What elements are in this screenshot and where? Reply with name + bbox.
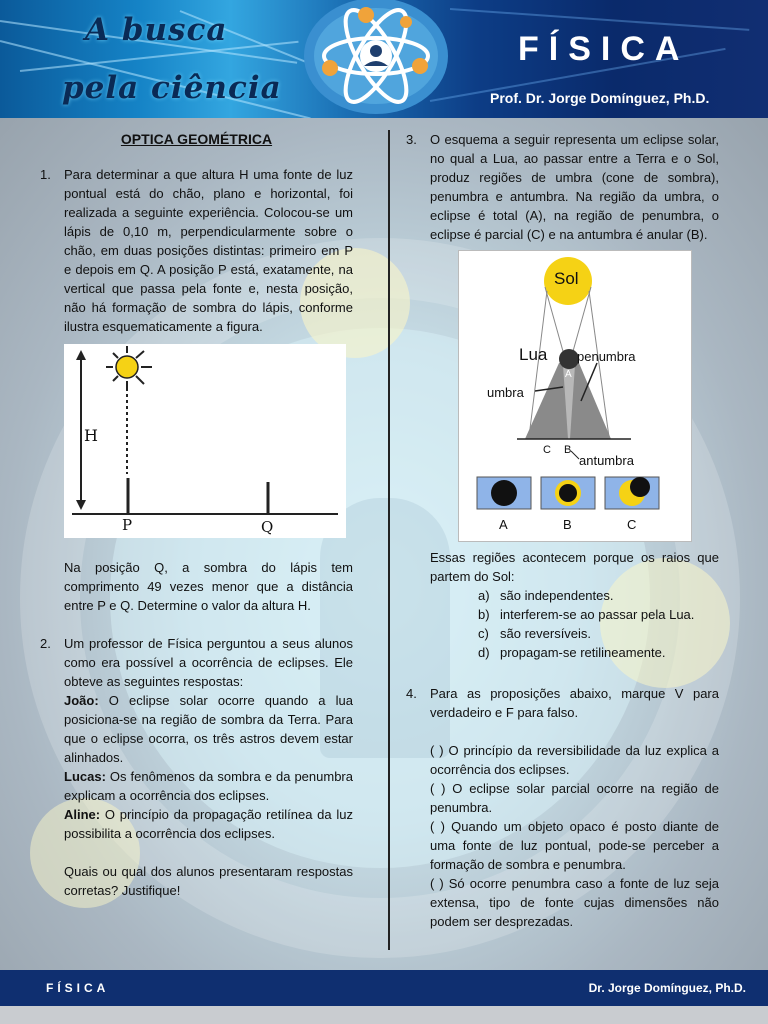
- option-b-text: interferem-se ao passar pela Lua.: [500, 607, 695, 622]
- question-3-followup: Essas regiões acontecem porque os raios que partem do Sol:: [430, 550, 719, 584]
- eclipse-box-a-label: A: [499, 517, 508, 532]
- answer-joao-text: O eclipse solar ocorre quando a lua posiciona-se na região de sombra da Terra. Para que o eclipse ocorra, os três astros devem estar alinhados.: [64, 693, 353, 765]
- answer-joao: [64, 691, 353, 767]
- question-4-number: 4.: [406, 686, 417, 701]
- question-3-number: 3.: [406, 132, 417, 147]
- answer-aline-name: Aline:: [64, 807, 101, 822]
- statement-3: ( ) Quando um objeto opaco é posto diante de uma fonte de luz pontual, pode-se perceber a formação de sombra e penumbra.: [430, 819, 719, 872]
- eclipse-label-sol: Sol: [554, 269, 579, 288]
- question-1-followup: Na posição Q, a sombra do lápis tem comprimento 49 vezes menor que a distância entre P e Q. Determine o valor da altura H.: [64, 560, 353, 613]
- header-script-line1: A busca: [85, 12, 228, 48]
- option-b: [478, 605, 719, 624]
- answer-lucas: [64, 767, 353, 805]
- option-d-letter: d): [478, 645, 490, 660]
- bottom-strip: [0, 1006, 768, 1024]
- eclipse-box-c: [605, 477, 659, 509]
- option-c-letter: c): [478, 626, 489, 641]
- atom-logo-icon: [302, 0, 450, 114]
- statement-4: ( ) Só ocorre penumbra caso a fonte de luz seja extensa, tipo de fonte cujas dimensões não podem ser desprezadas.: [430, 876, 719, 929]
- answer-aline-text: O princípio da propagação retilínea da luz possibilita a ocorrência dos eclipses.: [64, 807, 353, 841]
- page-footer: [0, 970, 768, 1006]
- question-1-number: 1.: [40, 167, 51, 182]
- pencil-shadow-figure: [64, 344, 346, 538]
- header-subject: FÍSICA: [518, 30, 690, 68]
- statement-2: ( ) O eclipse solar parcial ocorre na região de penumbra.: [430, 781, 719, 815]
- option-c-text: são reversíveis.: [500, 626, 592, 641]
- right-column: [406, 130, 719, 931]
- header-author: Prof. Dr. Jorge Domínguez, Ph.D.: [490, 90, 710, 106]
- question-1: [40, 165, 353, 615]
- footer-subject: FÍSICA: [46, 981, 110, 995]
- eclipse-label-c: C: [543, 444, 551, 456]
- eclipse-label-antumbra: antumbra: [579, 453, 634, 468]
- column-divider: [388, 130, 390, 950]
- question-3: [406, 130, 719, 662]
- question-3-text: O esquema a seguir representa um eclipse solar, no qual a Lua, ao passar entre a Terra e o Sol, produz regiões de umbra (cone de sombra), penumbra e antumbra. Na região da umbra, o eclipse é total (A), na região de penumbra, o eclipse é parcial (C) e na antumbra é anular (B).: [430, 132, 719, 242]
- footer-author: Dr. Jorge Domínguez, Ph.D.: [588, 981, 746, 995]
- question-4-intro: Para as proposições abaixo, marque V para verdadeiro e F para falso.: [430, 686, 719, 720]
- eclipse-figure: [458, 250, 692, 542]
- eclipse-box-b-label: B: [563, 517, 572, 532]
- answer-lucas-text: Os fenômenos da sombra e da penumbra explicam a ocorrência dos eclipses.: [64, 769, 353, 803]
- question-2-intro: Um professor de Física perguntou a seus alunos como era possível a ocorrência de eclipses. Ele obteve as seguintes respostas:: [64, 636, 353, 689]
- header-script-line2: pela ciência: [62, 70, 282, 106]
- question-2-prompt: Quais ou qual dos alunos presentaram respostas corretas? Justifique!: [64, 864, 353, 898]
- answer-aline: [64, 805, 353, 843]
- answer-joao-name: João:: [64, 693, 99, 708]
- eclipse-box-c-label: C: [627, 517, 637, 532]
- left-column: [40, 130, 353, 900]
- question-2: [40, 634, 353, 900]
- eclipse-label-penumbra: penumbra: [577, 349, 636, 364]
- page-title: OPTICA GEOMÉTRICA: [120, 131, 273, 147]
- eclipse-label-umbra: umbra: [487, 385, 524, 400]
- question-3-options: [478, 586, 719, 662]
- eclipse-box-a: [477, 477, 531, 509]
- option-d: [478, 643, 719, 662]
- eclipse-label-b: B: [564, 444, 572, 456]
- question-2-number: 2.: [40, 636, 51, 651]
- page-header: [0, 0, 768, 118]
- figure-label-q: Q: [261, 518, 274, 536]
- figure-label-p: P: [122, 516, 133, 534]
- answer-lucas-name: Lucas:: [64, 769, 106, 784]
- figure-label-h: H: [84, 426, 98, 445]
- statement-1: ( ) O princípio da reversibilidade da luz explica a ocorrência dos eclipses.: [430, 743, 719, 777]
- option-b-letter: b): [478, 607, 490, 622]
- option-a-letter: a): [478, 588, 490, 603]
- sun-icon: [106, 346, 152, 388]
- eclipse-box-b: [541, 477, 595, 509]
- option-c: [478, 624, 719, 643]
- eclipse-label-a-small: A: [565, 369, 572, 380]
- eclipse-label-lua: Lua: [519, 345, 548, 364]
- option-d-text: propagam-se retilineamente.: [500, 645, 666, 660]
- option-a: [478, 586, 719, 605]
- question-4: [406, 684, 719, 931]
- option-a-text: são independentes.: [500, 588, 614, 603]
- question-1-text: Para determinar a que altura H uma fonte de luz pontual está do chão, plano e horizontal, foi realizada a seguinte experiência. Colocou-se um lápis de 0,10 m, perpendicularmente sobre o chão, em duas posições distintas: primeiro em P e depois em Q. A posição P está, exatamente, na vertical que passa pela fonte e, nesta posição, não há formação de sombra do lápis, conforme ilustra esquematicamente a figura.: [64, 167, 353, 334]
